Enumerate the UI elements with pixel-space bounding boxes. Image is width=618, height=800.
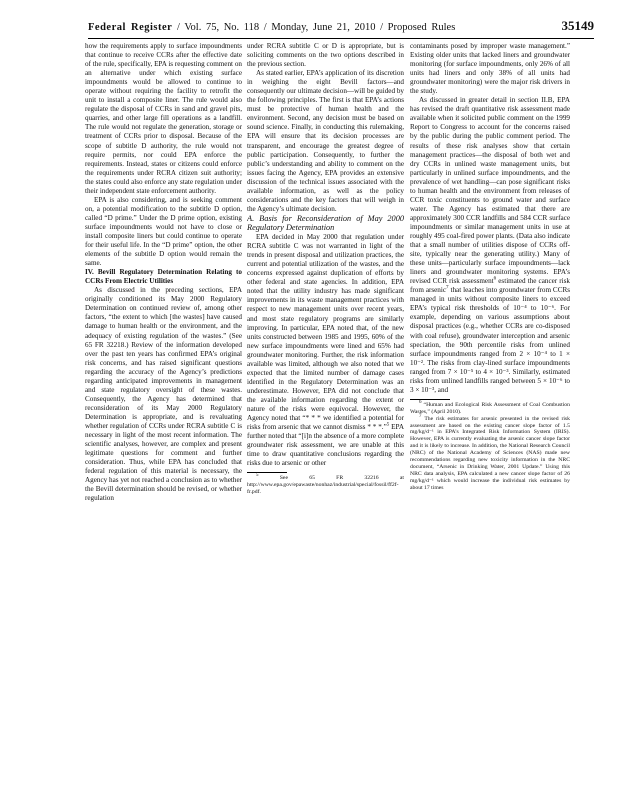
paragraph-text: that leaches into groundwater from CCRs managed in units without composite liners to exceed EPA’s typical risk thresholds of 10⁻⁴ to 10⁻⁶. For example, depending on various assumptions about disposal practices (e.g., whether CCRs are co-disposed with coal refuse), groundwater interception and arsenic speciation, the 90th percentile risks from unlined surface impoundments ranged from 2 × 10⁻⁴ to 1 × 10⁻². The risks from clay-lined surface impoundments ranged from 7 × 10⁻⁵ to 4 × 10⁻³. Similarly, estimated risks from unlined landfills ranged between 5 × 10⁻⁶ to 3 × 10⁻³, and bbox=[410, 286, 570, 394]
paragraph-text: EPA further noted that “[i]n the absence of a more complete groundwater risk assessment, we are unable at this time to draw quantitative conclusions regarding the risks due to arsenic or other bbox=[247, 423, 404, 468]
header-citation bbox=[88, 22, 455, 33]
footnote-text: “Human and Ecological Risk Assessment of Coal Combustion Wastes,” (April 2010). bbox=[410, 401, 570, 415]
paragraph bbox=[247, 233, 404, 468]
footnote bbox=[410, 399, 570, 416]
paragraph: how the requirements apply to surface impoundments that continue to receive CCRs after the effective date of the rule, specifically, EPA is requesting comment on an alternative under which existing surface impoundments would be allowed to continue to operate without requiring the facility to retrofit the unit to install a composite liner. The rule would also regulate the disposal of CCRs in sand and gravel pits, quarries, and other large fill operations as a landfill. The rule would not regulate the generation, storage or treatment of CCRs prior to disposal. Because of the scope of subtitle D authority, the rule would not require permits, nor could EPA enforce the requirements. Instead, states or citizens could enforce the requirements under RCRA citizen suit authority; the states could also enforce any state regulation under their independent state enforcement authority. bbox=[85, 42, 242, 195]
subsection-heading: A. Basis for Reconsideration of May 2000 Regulatory Determination bbox=[247, 213, 404, 233]
paragraph bbox=[410, 96, 570, 395]
paragraph: As stated earlier, EPA’s application of its discretion in weighing the eight Bevill factors—and consequently our ultimate decision—will be guided by the following principles. The first is that EPA’s actions must be protective of human health and the environment. Second, any decision must be based on sound science. Finally, in conducting this rulemaking, EPA will ensure that its decision processes are transparent, and encourage the greatest degree of public participation. Consequently, to further the public’s understanding and ability to comment on the issues facing the Agency, EPA provides an extensive discussion of the technical issues associated with the available information, as well as the policy considerations and the key factors that will weigh in the Agency’s ultimate decision. bbox=[247, 69, 404, 213]
footnote-ref[interactable]: 7 bbox=[446, 285, 449, 291]
paragraph-text: estimated the cancer risk from arsenic bbox=[410, 277, 570, 295]
footnote-number: 5 bbox=[256, 473, 259, 479]
footnote-number: 6 bbox=[419, 399, 422, 405]
issue-info: / Vol. 75, No. 118 / Monday, June 21, 2010 / Proposed Rules bbox=[176, 22, 456, 33]
column-left bbox=[85, 42, 242, 782]
footnote-divider bbox=[410, 399, 450, 400]
paragraph: EPA is also considering, and is seeking comment on, a potential modification to the subtitle D option, called “D prime.” Under the D prime option, existing surface impoundments would not have to close or install composite liners but could continue to operate for their useful life. In the “D prime” option, the other elements of the subtitle D option would remain the same. bbox=[85, 195, 242, 268]
column-middle bbox=[247, 42, 404, 782]
footnote-ref[interactable]: 6 bbox=[493, 276, 497, 282]
paragraph: As discussed in the preceding sections, EPA originally conditioned its May 2000 Regulatory Determination on continued review of, among other factors, “the extent to which [the wastes] have caused damage to human health or the environment, and the adequacy of existing regulation of the wastes.” (See 65 FR 32218.) Review of the information developed over the past ten years has confirmed EPA’s original risk concerns, and has raised significant questions regarding the accuracy of the Agency’s predictions regarding anticipated improvements in management and state regulatory oversight of these wastes. Consequently, the Agency has determined that reconsideration of its May 2000 Regulatory Determination is appropriate, and is revaluating whether regulation of CCRs under RCRA subtitle C is necessary in light of the most recent information. The scientific analyses, however, are complex and present legitimate questions for comment and further consideration. Thus, while EPA has concluded that federal regulation of this material is necessary, the Agency has yet not reached a conclusion as to whether the Bevill determination should be revised, or whether regulation bbox=[85, 286, 242, 503]
paragraph-text: EPA decided in May 2000 that regulation under RCRA subtitle C was not warranted in light of the trends in present disposal and utilization practices, the current and potential utilization of the wastes, and the concerns expressed against duplication of efforts by other federal and state agencies. In addition, EPA noted that the utility industry has made significant improvements in its waste management practices with respect to new management units over recent years, and most state regulatory programs are similarly improving. In particular, EPA noted that, of the new units constructed between 1985 and 1995, 60% of the new surface impoundments were lined and 65% had groundwater monitoring. Further, the risk information available was limited, although we also noted that we expected that the limited number of damage cases identified in the Regulatory Determination was an underestimate. However, EPA did not conclude that the available information regarding the extent or nature of the risks were equivocal. However, the Agency noted that “* * * we identified a potential for risks from arsenic that we cannot dismiss * * *.” bbox=[247, 233, 404, 432]
section-heading: IV. Bevill Regulatory Determination Relating to CCRs From Electric Utilities bbox=[85, 268, 242, 286]
footnote-text: The risk estimates for arsenic presented in the revised risk assessment are based on the existing cancer slope factor of 1.5 mg/kg/d⁻¹ in EPA’s Integrated Risk Information System (IRIS). However, EPA is currently evaluating the arsenic cancer slope factor and it is likely to increase. In addition, the National Research Council (NRC) of the National Academy of Sciences (NAS) made new recommendations regarding new toxicity information in the NRC document, “Arsenic in Drinking Water, 2001 Update.” Using this NRC data analysis, EPA calculated a new cancer slope factor of 26 mg/kg/d⁻¹ which would increase the individual risk estimates by about 17 times bbox=[410, 415, 570, 491]
footnote bbox=[247, 475, 404, 496]
column-right bbox=[410, 42, 570, 782]
paragraph-text: As discussed in greater detail in section II.B, EPA has revised the draft quantitative risk assessment made available when it solicited public comment on the 1999 Report to Congress to account for the concerns raised by the public during the public comment period. The results of these risk analyses show that certain management practices—the disposal of both wet and dry CCRs in unlined waste management units, but particularly in unlined surface impoundments, and the prevalence of wet handling—can pose significant risks to human health and the environment from releases of CCR toxic constituents to ground water and surface water. The Agency has estimated that there are approximately 300 CCR landfills and 584 CCR surface impoundments or similar management units in use at roughly 495 coal-fired power plants. (Data also indicate that a small number of utilities dispose of CCRs off-site, typically near the generating utility.) Many of these units—particularly surface impoundments—lack liners and groundwater monitoring systems. EPA’s revised CCR risk assessment bbox=[410, 96, 570, 286]
footnote-divider bbox=[247, 472, 287, 473]
footnote-text: See 65 FR 32216 at http://www.epa.gov/epawaste/nonhaz/industrial/special/fossil/ff2f-fr.pdf. bbox=[247, 475, 404, 496]
journal-name: Federal Register bbox=[88, 22, 173, 33]
footnote-number: 7 bbox=[419, 413, 422, 419]
paragraph: under RCRA subtitle C or D is appropriate, but is soliciting comments on the two options described in the previous section. bbox=[247, 42, 404, 69]
paragraph: contaminants posed by improper waste management.” Existing older units that lacked liners and groundwater monitoring (for surface impoundments, only 26% of all units had liners and only 38% of all units had groundwater monitoring) were the major risk drivers in the study. bbox=[410, 42, 570, 96]
footnote bbox=[410, 413, 570, 492]
page-header bbox=[88, 18, 594, 39]
footnote-ref[interactable]: 5 bbox=[386, 422, 390, 428]
page-number: 35149 bbox=[561, 18, 594, 33]
